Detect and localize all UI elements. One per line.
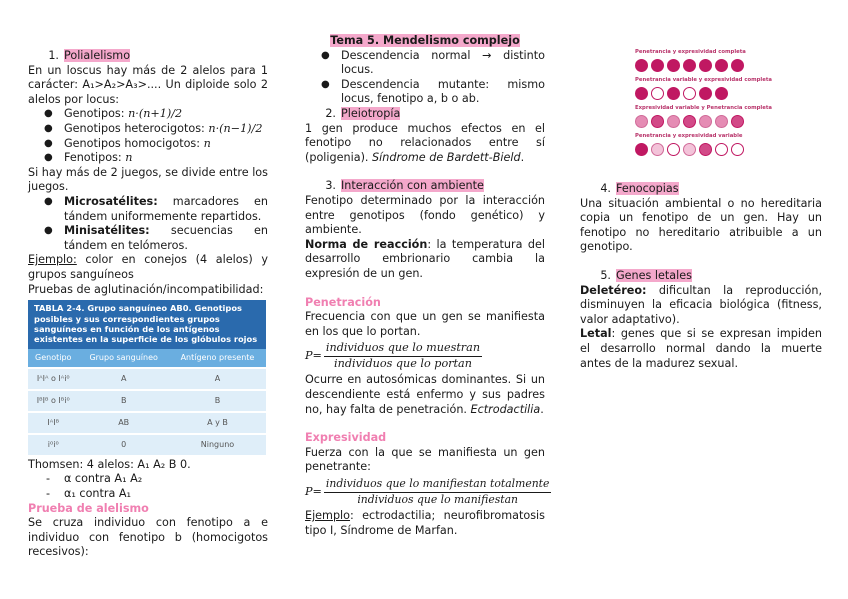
- column-right: [580, 182, 822, 371]
- circle-icon: [651, 59, 664, 72]
- penetrance-expressivity-figure: [635, 49, 770, 161]
- circle-row: [635, 115, 770, 128]
- circle-icon: [715, 87, 728, 100]
- table-header: Grupo sanguíneo: [78, 349, 168, 368]
- paragraph: Ocurre en autosómicas dominantes. Si un descendiente está enfermo y sus padres no, hay falta de penetración. Ectrodactilia.: [305, 373, 545, 416]
- list-item: ● Descendencia mutante: mismo locus, fenotipo a, b o ab.: [305, 78, 545, 107]
- table-row: IᴬIᴬ o Iᴬi⁰ A A: [28, 368, 266, 390]
- circle-icon: [683, 115, 696, 128]
- page-title: Tema 5. Mendelismo complejo: [330, 34, 520, 47]
- list-item: - α₁ contra A₁: [28, 487, 268, 502]
- circle-icon: [715, 59, 728, 72]
- section-title: Interacción con ambiente: [341, 179, 484, 193]
- circle-icon: [683, 59, 696, 72]
- list-item: ● Minisatélites: secuencias en tándem en telómeros.: [28, 224, 268, 253]
- circle-icon: [635, 87, 648, 100]
- subheading-prueba-alelismo: Prueba de alelismo: [28, 501, 149, 515]
- circle-icon: [699, 87, 712, 100]
- circle-icon: [667, 143, 680, 156]
- section-title: Genes letales: [616, 268, 692, 282]
- section-title: Pleiotropía: [341, 106, 401, 120]
- list-item: ● Fenotipos: n: [28, 151, 268, 166]
- paragraph: Deletéreo: dificultan la reproducción, disminuyen la eficacia biológica (fitness, valor adaptativo).: [580, 283, 822, 326]
- paragraph: En un loscus hay más de 2 alelos para 1 carácter: A₁>A₂>A₃>.... Un diploide solo 2 alelos por locus:: [28, 63, 268, 106]
- circle-icon: [635, 59, 648, 72]
- genotype-list: [28, 107, 268, 165]
- paragraph: Thomsen: 4 alelos: A₁ A₂ B 0.: [28, 457, 191, 471]
- section-interaccion: 3. Interacción con ambiente: [325, 179, 484, 193]
- paragraph: Fenotipo determinado por la interacción entre genotipos (fondo genético) y ambiente.: [305, 193, 545, 237]
- circle-icon: [667, 87, 680, 100]
- section-number: 1.: [48, 49, 59, 62]
- circle-icon: [683, 143, 696, 156]
- table-row: i⁰i⁰ 0 Ninguno: [28, 434, 266, 455]
- section-title: Polialelismo: [64, 49, 131, 62]
- figure-label: Penetrancia variable y expresividad completa: [635, 77, 772, 83]
- circle-icon: [683, 87, 696, 100]
- paragraph: Letal: genes que si se expresan impiden el desarrollo normal dando la muerte antes de la madurez sexual.: [580, 327, 822, 370]
- paragraph: Si hay más de 2 juegos, se divide entre los juegos.: [28, 165, 268, 194]
- table-header: Genotipo: [28, 349, 78, 368]
- column-left: [28, 34, 268, 560]
- satellite-list: [28, 195, 268, 253]
- list-item: ● Microsatélites: marcadores en tándem uniformemente repartidos.: [28, 195, 268, 224]
- paragraph: Se cruza individuo con fenotipo a e individuo con fenotipo b (homocigotos recesivos):: [28, 516, 268, 559]
- circle-icon: [699, 115, 712, 128]
- circle-icon: [699, 143, 712, 156]
- section-genes-letales: 5. Genes letales: [600, 268, 692, 282]
- paragraph: Pruebas de aglutinación/incompatibilidad:: [28, 282, 264, 296]
- list-item: ● Descendencia normal → distinto locus.: [305, 49, 545, 78]
- circle-icon: [635, 143, 648, 156]
- paragraph: 1 gen produce muchos efectos en el fenotipo no relacionados entre sí (poligenia). Síndrome de Bardett-Bield.: [305, 121, 545, 164]
- paragraph: Norma de reacción: la temperatura del desarrollo embrionario cambia la expresión de un gen.: [305, 237, 545, 280]
- circle-icon: [715, 115, 728, 128]
- subheading-penetracion: Penetración: [305, 295, 381, 309]
- figure-label: Expresividad variable y Penetrancia completa: [635, 105, 772, 111]
- circle-icon: [699, 59, 712, 72]
- list-item: - α contra A₁ A₂: [28, 472, 268, 487]
- figure-label: Penetrancia y expresividad completa: [635, 49, 746, 55]
- section-fenocopias: 4. Fenocopias: [600, 182, 679, 195]
- list-item: ● Genotipos heterocigotos: n·(n−1)/2: [28, 122, 268, 137]
- paragraph: Una situación ambiental o no hereditaria copia un fenotipo de un gen. Hay un fenotipo no hereditario atribuible a un genotipo.: [580, 196, 822, 254]
- circle-icon: [731, 143, 744, 156]
- circle-icon: [667, 59, 680, 72]
- circle-icon: [715, 143, 728, 156]
- figure-label: Penetrancia y expresividad variable: [635, 133, 743, 139]
- table-row: IᴮIᴮ o Iᴮi⁰ B B: [28, 390, 266, 412]
- circle-icon: [635, 115, 648, 128]
- expressivity-formula: P= individuos que lo manifiestan totalmente individuos que lo manifiestan: [305, 477, 550, 506]
- circle-row: [635, 143, 770, 156]
- circle-icon: [731, 59, 744, 72]
- subheading-expresividad: Expresividad: [305, 431, 387, 445]
- circle-icon: [651, 115, 664, 128]
- list-item: ● Genotipos: n·(n+1)/2: [28, 107, 268, 122]
- example-paragraph: Ejemplo: ectrodactilia; neurofibromatosis tipo I, Síndrome de Marfan.: [305, 509, 545, 537]
- circle-icon: [731, 115, 744, 128]
- table-caption: TABLA 2-4. Grupo sanguíneo AB0. Genotipos posibles y sus correspondientes grupos sanguíneos en función de los antígenos existentes en la superficie de los glóbulos rojos: [28, 300, 266, 349]
- table-header: Antígeno presente: [169, 349, 266, 368]
- circle-icon: [651, 143, 664, 156]
- paragraph: Frecuencia con que un gen se manifiesta en los que lo portan.: [305, 310, 545, 338]
- circle-icon: [651, 87, 664, 100]
- circle-row: [635, 87, 770, 100]
- descendencia-list: [305, 49, 545, 107]
- paragraph: Fuerza con la que se manifiesta un gen penetrante:: [305, 445, 545, 474]
- list-item: ● Genotipos homocigotos: n: [28, 137, 268, 152]
- section-polialelismo: [28, 49, 268, 64]
- table-row: IᴬIᴮ AB A y B: [28, 412, 266, 434]
- penetrance-formula: P= individuos que lo muestran individuos que lo portan: [305, 341, 481, 370]
- blood-group-table: [28, 300, 266, 455]
- alpha-list: [28, 472, 268, 501]
- section-title: Fenocopias: [616, 182, 679, 195]
- section-pleiotropia: 2. Pleiotropía: [325, 106, 401, 120]
- circle-icon: [667, 115, 680, 128]
- column-middle: [305, 34, 550, 538]
- circle-row: [635, 59, 770, 72]
- example-paragraph: Ejemplo: color en conejos (4 alelos) y grupos sanguíneos: [28, 253, 268, 281]
